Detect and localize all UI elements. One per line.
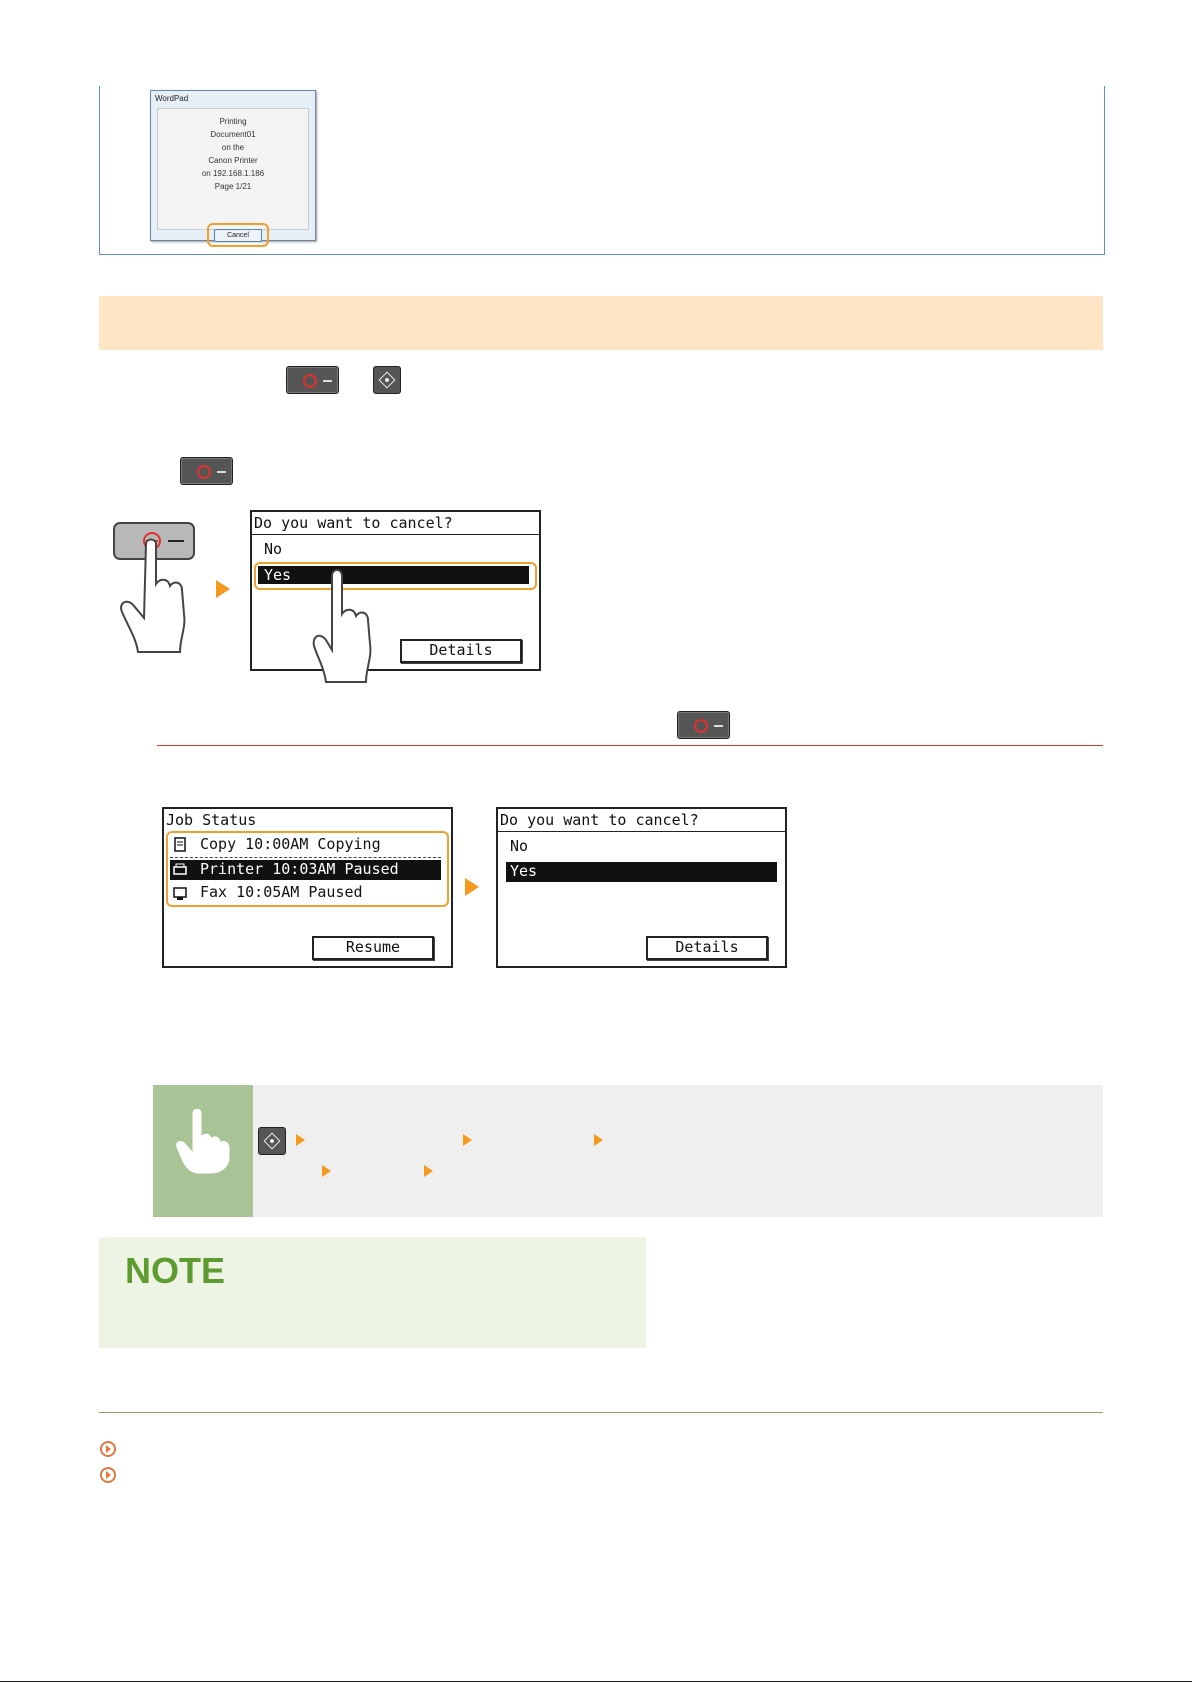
lcd-cancel-confirm — [250, 510, 541, 671]
stop-key-icon — [677, 711, 730, 739]
dialog-line: on the — [221, 143, 245, 152]
section-header — [99, 296, 1103, 350]
printer-job-icon — [172, 862, 188, 878]
step-arrow-icon — [216, 580, 230, 598]
menu-key-icon — [373, 366, 401, 394]
note-title: NOTE — [125, 1250, 226, 1291]
hand-pointer-icon — [175, 1109, 231, 1175]
related-divider — [99, 1412, 1103, 1413]
cancel-button[interactable]: Cancel — [214, 229, 262, 242]
copy-job-icon — [172, 837, 188, 853]
section-divider — [157, 745, 1103, 746]
option-no[interactable]: No — [264, 540, 283, 558]
option-yes[interactable] — [258, 566, 529, 584]
highlight-ring — [207, 223, 269, 247]
job-row-text: Copy 10:00AM Copying — [200, 835, 381, 853]
lcd-title: Job Status — [166, 811, 257, 829]
hand-touch-icon — [312, 568, 378, 683]
step-arrow-icon — [322, 1165, 331, 1177]
stop-key-icon — [286, 366, 339, 394]
job-row[interactable] — [170, 883, 441, 903]
menu-key-icon — [258, 1127, 286, 1155]
details-button[interactable]: Details — [646, 936, 768, 960]
job-row-text: Fax 10:05AM Paused — [200, 883, 363, 901]
row-divider — [170, 857, 441, 859]
tip-box — [153, 1085, 1103, 1217]
page-bottom-rule — [0, 1681, 1192, 1682]
lcd-title: Do you want to cancel? — [500, 811, 699, 829]
step-arrow-icon — [465, 878, 479, 896]
dialog-line: Canon Printer — [208, 156, 258, 165]
dialog-title: WordPad — [155, 94, 189, 103]
step-arrow-icon — [424, 1165, 433, 1177]
lcd-divider — [252, 534, 539, 535]
option-yes-label: Yes — [264, 566, 292, 584]
dialog-line: Document01 — [210, 130, 256, 139]
fax-job-icon — [172, 885, 188, 901]
option-yes[interactable] — [506, 862, 777, 882]
lcd-title: Do you want to cancel? — [254, 514, 453, 532]
stop-key-icon — [180, 457, 233, 485]
lcd-cancel-confirm — [496, 807, 787, 968]
dialog-line: on 192.168.1.186 — [201, 169, 265, 178]
details-button[interactable]: Details — [400, 639, 522, 663]
lcd-divider — [498, 831, 785, 832]
step-arrow-icon — [463, 1134, 472, 1146]
dialog-line: Page 1/21 — [214, 182, 252, 191]
step-arrow-icon — [296, 1134, 305, 1146]
option-yes-label: Yes — [510, 862, 538, 880]
dialog-line: Printing — [219, 117, 247, 126]
resume-button[interactable]: Resume — [312, 936, 434, 960]
hand-pressing-stop-key-icon — [108, 514, 196, 654]
link-arrow-icon[interactable] — [100, 1441, 116, 1457]
job-row[interactable] — [170, 835, 441, 855]
option-no[interactable]: No — [510, 837, 529, 855]
step-arrow-icon — [594, 1134, 603, 1146]
link-arrow-icon[interactable] — [100, 1467, 116, 1483]
tip-icon-panel — [153, 1085, 253, 1217]
wordpad-print-dialog — [150, 90, 316, 241]
lcd-job-status — [162, 807, 453, 968]
job-row-text: Printer 10:03AM Paused — [200, 860, 399, 878]
job-row[interactable] — [170, 860, 441, 880]
dialog-body — [157, 108, 309, 239]
